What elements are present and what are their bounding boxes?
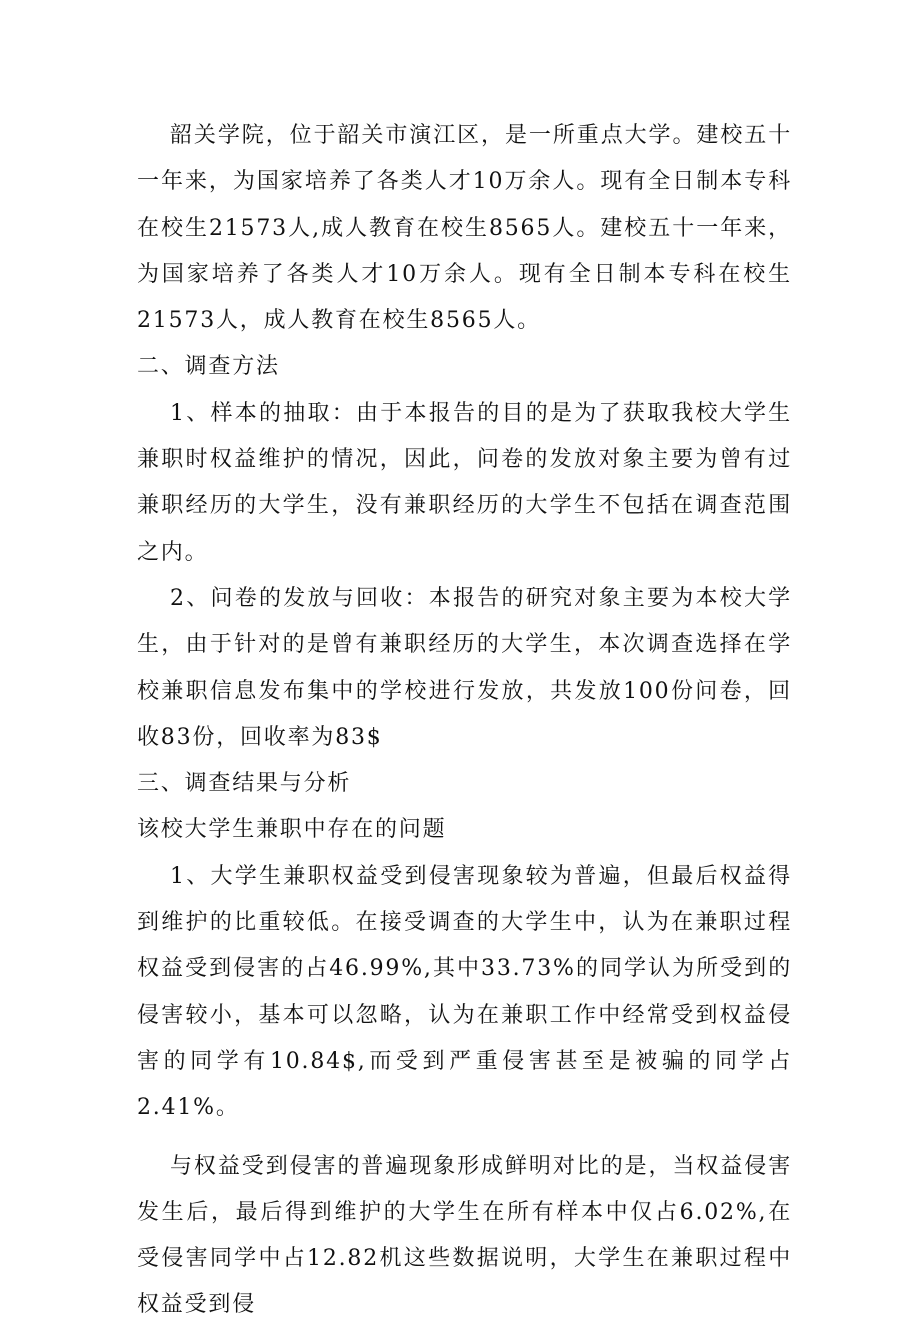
section-heading-results: 三、调查结果与分析	[137, 771, 352, 797]
method-paragraph-sampling: 1、样本的抽取：由于本报告的目的是为了获取我校大学生兼职时权益维护的情况，因此，问卷的发放对象主要为曾有过兼职经历的大学生，没有兼职经历的大学生不包括在调查范围之内。	[137, 400, 792, 565]
document-body	[137, 113, 792, 1329]
intro-paragraph: 韶关学院，位于韶关市演江区，是一所重点大学。建校五十一年来，为国家培养了各类人才10万余人。现有全日制本专科在校生21573人,成人教育在校生8565人。建校五十一年来，为国家培养了各类人才10万余人。现有全日制本专科在校生21573人，成人教育在校生8565人。	[137, 123, 792, 334]
result-paragraph-infringement: 1、大学生兼职权益受到侵害现象较为普遍，但最后权益得到维护的比重较低。在接受调查的大学生中，认为在兼职过程权益受到侵害的占46.99%,其中33.73%的同学认为所受到的侵害较小，基本可以忽略，认为在兼职工作中经常受到权益侵害的同学有10.84$,而受到严重侵害甚至是被骗的同学占2.41%。	[137, 863, 792, 1121]
method-paragraph-questionnaire: 2、问卷的发放与回收：本报告的研究对象主要为本校大学生，由于针对的是曾有兼职经历的大学生，本次调查选择在学校兼职信息发布集中的学校进行发放，共发放100份问卷，回收83份，回收率为83$	[137, 585, 792, 750]
section-heading-survey-method: 二、调查方法	[137, 354, 280, 380]
subheading-problems: 该校大学生兼职中存在的问题	[137, 817, 447, 843]
result-paragraph-contrast: 与权益受到侵害的普遍现象形成鲜明对比的是，当权益侵害发生后，最后得到维护的大学生在所有样本中仅占6.02%,在受侵害同学中占12.82机这些数据说明，大学生在兼职过程中权益受到侵	[137, 1153, 792, 1318]
